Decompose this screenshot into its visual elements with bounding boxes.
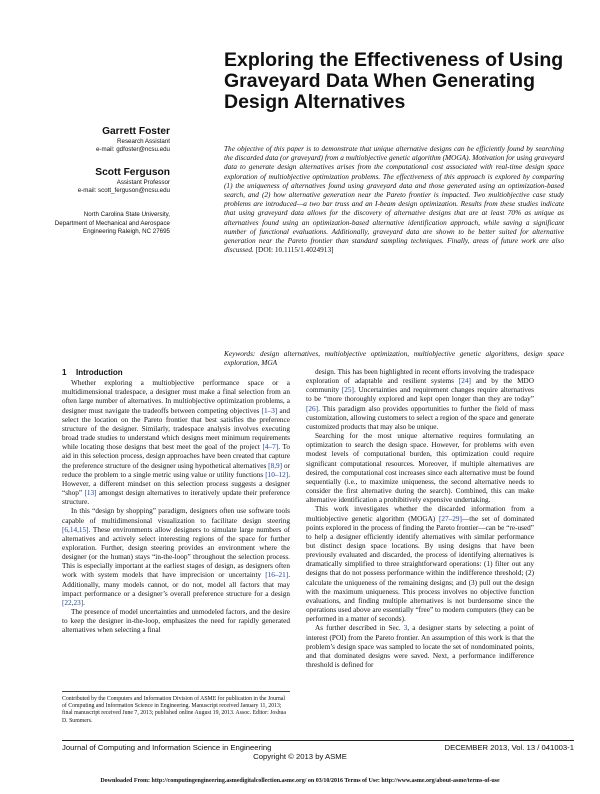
right-body	[306, 368, 534, 670]
citation-link[interactable]: [27–29]	[438, 514, 462, 523]
body-text: . Additionally, many models cannot, or do not, model all factors that may impact performance or a designer’s overall preference structure for a design	[62, 571, 290, 598]
affiliation-line: Department of Mechanical and Aerospace	[54, 219, 170, 227]
body-text: Searching for the most unique alternative requires formulating an optimization to search the design space. However, for problems with even modest levels of computational burden, this optimization could require significant computational resources. Moreover, if multiple alternatives are desired, the computational cost increases since each alternative must be found sequentially (i.e., to maximize uniqueness, the second alternative needs to consider the first alternative during the search). Combined, this can make alternative identification a prohibitively expensive undertaking.	[306, 432, 534, 505]
affiliation-line: North Carolina State University,	[83, 211, 170, 218]
body-text: Whether exploring a multiobjective performance space or a multidimensional tradespace, a designer must make a final selection from an often large number of alternatives. In multiobjective optimization problems, a designer must navigate the tradeoffs between competing objectives	[62, 379, 290, 415]
citation-link[interactable]: [24]	[458, 377, 471, 386]
body-text: . These environments allow designers to simulate large numbers of alternatives and actively select interesting regions of the space for further exploration. Further, design steering provides an environment where the designer (or the human) stays “in-the-loop” throughout the selection process. This is especially important at the earliest stages of design, as designers often work with system models that have imprecision or uncertainty	[62, 525, 290, 580]
citation-link[interactable]: [10–12]	[265, 470, 289, 479]
body-text: In this “design by shopping” paradigm, designers often use software tools capable of multidimensional visualization to facilitate design steering	[62, 507, 290, 525]
body-paragraph	[306, 624, 534, 670]
right-column	[306, 368, 534, 670]
body-paragraph	[306, 432, 534, 505]
body-text: and by the MDO community	[306, 377, 534, 395]
body-text: . Uncertainties and requirement changes require alternatives to be “more thoroughly explored and kept open longer than they are today”	[306, 386, 535, 404]
citation-link[interactable]: [25]	[341, 386, 354, 395]
citation-link[interactable]: [8,9]	[268, 461, 283, 470]
abstract-text: The objective of this paper is to demonstrate that unique alternative designs can be efficiently found by searching the discarded data (or graveyard) from a multiobjective genetic algorithm (MOGA). Motivation for using graveyard data to generate design alternatives arises from the computational cost associated with real-time design space exploration of multiobjective optimization problems. The effectiveness of this approach is explored by comparing (1) the uniqueness of alternatives found using graveyard data and those generated using an optimization-based search, and (2) how alternative generation near the Pareto frontier is impacted. Two multiobjective case study problems are introduced—a two bar truss and an I-beam design optimization. Results from these studies indicate that using graveyard data allows for the discovery of alternative designs that are at least 70% as unique as alternatives found using an optimization-based alternative identification approach, while saving a significant number of functional evaluations. Additionally, graveyard data are shown to be better suited for alternative generation near the Pareto frontier than standard sampling techniques. Finally, areas of future work are also discussed.	[224, 144, 564, 255]
keywords	[224, 349, 564, 367]
section-number: 1	[62, 368, 67, 377]
body-paragraph	[306, 505, 534, 624]
body-text: .	[83, 598, 85, 607]
body-paragraph	[62, 507, 290, 608]
citation-link[interactable]: [6,14,15]	[62, 525, 89, 534]
citation-link[interactable]: [1–3]	[261, 406, 278, 415]
body-paragraph	[62, 608, 290, 635]
affiliation	[55, 211, 170, 237]
author-block-ferguson	[78, 167, 170, 195]
body-paragraph	[306, 368, 534, 432]
body-text: This work investigates whether the discarded information from a multiobjective genetic algorithm (MOGA)	[306, 505, 534, 523]
body-text: . However, a different mindset on this selection process suggests a designer “shop”	[62, 470, 290, 498]
body-text: The presence of model uncertainties and unmodeled factors, and the desire to keep the designer in-the-loop, emphasizes the need for rapidly generated alternatives when selecting a final	[62, 608, 290, 635]
abstract	[224, 144, 564, 254]
left-body	[62, 379, 290, 635]
body-text: . To aid in this selection process, design approaches have been created that capture the preference structure of the designer using hypothetical alternatives	[62, 443, 290, 470]
citation-link[interactable]: [16–21]	[265, 571, 289, 580]
affiliation-line: Engineering Raleigh, NC 27695	[82, 228, 170, 236]
section-heading	[62, 368, 290, 377]
doi: [DOI: 10.1115/1.4024913]	[255, 245, 334, 255]
body-paragraph	[62, 379, 290, 507]
body-text: . This paradigm also provides opportunities to further the field of mass customization, allowing customers to select a region of the space and generate customized products that may also be unique.	[306, 404, 534, 431]
paper-title: Exploring the Effectiveness of Using Graveyard Data When Generating Design Alternatives	[224, 49, 564, 113]
footer-journal: Journal of Computing and Information Science in Engineering	[62, 743, 272, 752]
download-notice: Downloaded From: http://computingengineering.asmedigitalcollection.asme.org/ on 03/10/2016 Terms of Use: http://www.asme.org/about-asme/terms-of-use	[100, 778, 500, 784]
citation-link[interactable]: [4–7]	[262, 443, 279, 452]
body-text: —the set of dominated points explored in the process of finding the Pareto frontier—can be “re-used” to help a designer efficiently identify alternatives with similar performance but distinct design space locations. By using designs that have been previously evaluated and discarded, the process of identifying alternatives is dramatically simplified to three straightforward operations: (1) filter out any designs that do not possess performance within the indifference threshold; (2) calculate the uniqueness of the remaining designs; and (3) pull out the design with the maximum uniqueness. This process involves no objective function evaluations, and finding multiple alternatives is not burdensome since the operations used above are essentially “free” to modern computers (they can be performed in a matter of seconds).	[306, 514, 535, 624]
author-block-foster	[96, 126, 170, 154]
body-text: and select the location on the Pareto frontier that best satisfies the preference structure of the designer. Similarly, tradespace analysis involves executing broad trade studies to understand which designs meet minimum requirements while locating those designs that best meet the goal of the project	[62, 406, 291, 452]
body-text: amongst design alternatives to iteratively update their preference structure.	[62, 489, 290, 507]
citation-link[interactable]: [26]	[306, 404, 319, 413]
body-text: or reduce the problem to a single metric using value or utility functions	[62, 461, 290, 479]
author-name: Garrett Foster	[102, 126, 170, 137]
author-role: Assistant Professor	[116, 179, 170, 186]
body-text: , a designer starts by selecting a point of interest (POI) from the Pareto frontier. An assumption of this work is that the problem’s design space was sampled to locate the set of nondominated points, and that dominated designs were saved. Next, a performance indifference threshold is defined for	[306, 624, 534, 669]
body-text: design. This has been highlighted in recent efforts involving the tradespace exploration of adaptable and resilient systems	[306, 368, 534, 386]
keywords-text: design alternatives, multiobjective optimization, multiobjective genetic algorithms, design space exploration, MGA	[224, 349, 564, 368]
footer-issue: DECEMBER 2013, Vol. 13 / 041003-1	[444, 743, 574, 752]
citation-link[interactable]: [13]	[84, 489, 97, 498]
section-title: Introduction	[76, 368, 123, 377]
citation-link[interactable]: 3	[403, 624, 408, 633]
author-email: e-mail: scott_ferguson@ncsu.edu	[77, 187, 170, 194]
footnote: Contributed by the Computers and Information Division of ASME for publication in the Journal of Computing and Information Science in Engineering. Manuscript received January 11, 2013; final manuscript received June 7, 2013; published online August 19, 2013. Assoc. Editor: Joshua D. Summers.	[62, 691, 290, 725]
author-role: Research Assistant	[117, 138, 170, 145]
keywords-label: Keywords:	[224, 349, 256, 358]
footer-rule	[62, 740, 574, 741]
footer-copyright: Copyright © 2013 by ASME	[253, 752, 347, 761]
author-email: e-mail: gdfoster@ncsu.edu	[95, 146, 170, 153]
author-name: Scott Ferguson	[95, 167, 170, 178]
left-column	[62, 368, 290, 636]
citation-link[interactable]: [22,23]	[62, 598, 84, 607]
body-text: As further described in Sec.	[315, 624, 404, 633]
